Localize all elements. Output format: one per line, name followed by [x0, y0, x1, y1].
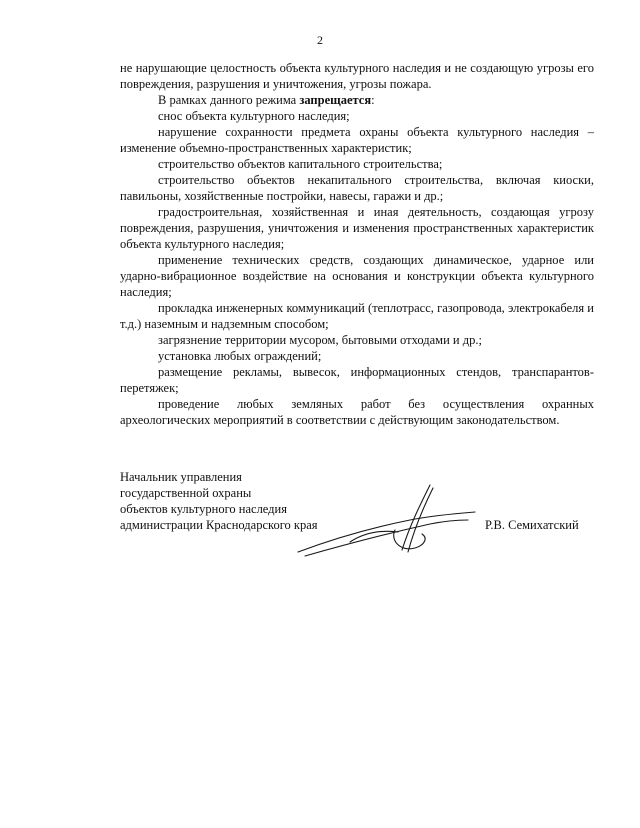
- page-number: 2: [317, 33, 323, 47]
- list-item-utilities: прокладка инженерных коммуникаций (теплотрасс, газопровода, электрокабеля и т.д.) наземным и надземным способом;: [120, 301, 594, 331]
- list-item-fences: установка любых ограждений;: [158, 349, 322, 363]
- list-item-urban-activity: градостроительная, хозяйственная и иная деятельность, создающая угрозу повреждения, разрушения, уничтожения и изменения пространственных характеристик объекта культурного наследия;: [120, 205, 594, 251]
- handwritten-signature: [290, 470, 490, 565]
- signatory-title-line: государственной охраны: [120, 486, 252, 500]
- document-body: [120, 60, 594, 428]
- list-item-demolition: снос объекта культурного наследия;: [158, 109, 350, 123]
- list-item-earthworks: проведение любых земляных работ без осуществления охранных археологических мероприятий в соответствии с действующим законодательством.: [120, 397, 594, 427]
- signer-name: Р.В. Семихатский: [485, 518, 579, 532]
- signatory-title: [120, 469, 318, 533]
- list-item-capital-construction: строительство объектов капитального строительства;: [158, 157, 443, 171]
- paragraph-prohibited-intro: [120, 92, 594, 108]
- prohibited-keyword: запрещается: [299, 93, 372, 107]
- paragraph-continuation: не нарушающие целостность объекта культурного наследия и не создающую угрозы его повреждения, разрушения и уничтожения, угрозы пожара.: [120, 61, 594, 91]
- intro-text: В рамках данного режима: [158, 93, 300, 107]
- list-item-preservation: нарушение сохранности предмета охраны объекта культурного наследия – изменение объемно-пространственных характеристик;: [120, 125, 594, 155]
- list-item-technical-means: применение технических средств, создающих динамическое, ударное или ударно-вибрационное воздействие на основания и конструкции объекта культурного наследия;: [120, 253, 594, 299]
- signatory-title-line: администрации Краснодарского края: [120, 518, 318, 532]
- list-item-pollution: загрязнение территории мусором, бытовыми отходами и др.;: [158, 333, 482, 347]
- signatory-title-line: объектов культурного наследия: [120, 502, 287, 516]
- list-item-noncapital-construction: строительство объектов некапитального строительства, включая киоски, павильоны, хозяйственные постройки, навесы, гаражи и др.;: [120, 173, 594, 203]
- intro-colon: :: [371, 93, 375, 107]
- signatory-title-line: Начальник управления: [120, 470, 242, 484]
- list-item-advertising: размещение рекламы, вывесок, информационных стендов, транспарантов-перетяжек;: [120, 365, 594, 395]
